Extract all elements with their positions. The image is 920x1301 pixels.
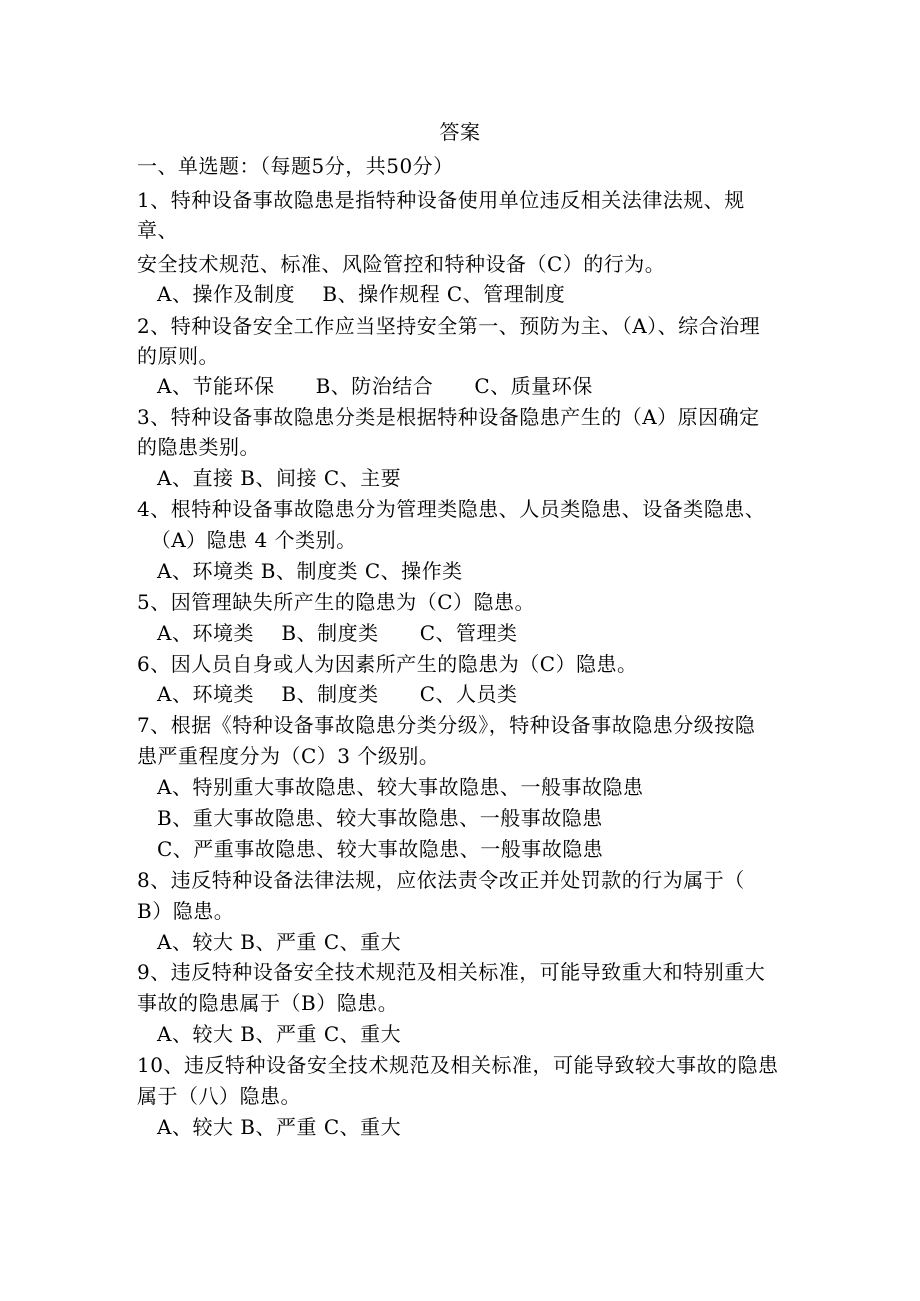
question-8-options: A、较大 B、严重 C、重大 xyxy=(157,930,402,954)
question-2-line-2: 的原则。 xyxy=(137,344,219,368)
question-7-option-c: C、严重事故隐患、较大事故隐患、一般事故隐患 xyxy=(157,837,604,861)
question-3-line-2: 的隐患类别。 xyxy=(137,435,260,459)
question-10-line-2: 属于（八）隐患。 xyxy=(137,1084,301,1108)
question-9-line-1: 9、违反特种设备安全技术规范及相关标准，可能导致重大和特别重大 xyxy=(137,960,766,984)
question-8-line-2: B）隐患。 xyxy=(137,899,235,923)
question-9-options: A、较大 B、严重 C、重大 xyxy=(157,1022,402,1046)
question-5-line-1: 5、因管理缺失所产生的隐患为（C）隐患。 xyxy=(137,590,536,614)
question-7-line-1: 7、根据《特种设备事故隐患分类分级》，特种设备事故隐患分级按隐 xyxy=(137,713,756,737)
section-heading: 一、单选题：（每题5分，共50分） xyxy=(137,154,454,178)
question-6-options: A、环境类 B、制度类 C、人员类 xyxy=(157,682,518,706)
question-7-option-a: A、特别重大事故隐患、较大事故隐患、一般事故隐患 xyxy=(157,775,644,799)
question-4-line-1: 4、根特种设备事故隐患分为管理类隐患、人员类隐患、设备类隐患、 xyxy=(137,497,766,521)
question-3-options: A、直接 B、间接 C、主要 xyxy=(157,466,402,490)
question-7-line-2: 患严重程度分为（C）3 个级别。 xyxy=(137,744,440,768)
question-4-line-2: （A）隐患 4 个类别。 xyxy=(137,528,357,552)
question-1-line-3: 安全技术规范、标准、风险管控和特种设备（C）的行为。 xyxy=(137,252,666,276)
question-1-line-2: 章、 xyxy=(137,218,178,242)
question-1-options: A、操作及制度 B、操作规程 C、管理制度 xyxy=(157,282,566,306)
question-8-line-1: 8、违反特种设备法律法规，应依法责令改正并处罚款的行为属于（ xyxy=(137,868,745,892)
page-title: 答案 xyxy=(439,120,481,144)
question-4-options: A、环境类 B、制度类 C、操作类 xyxy=(157,559,463,583)
question-1-line-1: 1、特种设备事故隐患是指特种设备使用单位违反相关法律法规、规 xyxy=(137,188,745,212)
question-10-options: A、较大 B、严重 C、重大 xyxy=(157,1115,402,1139)
question-3-line-1: 3、特种设备事故隐患分类是根据特种设备隐患产生的（A）原因确定 xyxy=(137,405,760,429)
question-7-option-b: B、重大事故隐患、较大事故隐患、一般事故隐患 xyxy=(157,806,603,830)
question-5-options: A、环境类 B、制度类 C、管理类 xyxy=(157,621,518,645)
question-2-line-1: 2、特种设备安全工作应当坚持安全第一、预防为主、（A）、综合治理 xyxy=(137,314,761,338)
question-6-line-1: 6、因人员自身或人为因素所产生的隐患为（C）隐患。 xyxy=(137,652,638,676)
question-10-line-1: 10、违反特种设备安全技术规范及相关标准，可能导致较大事故的隐患 xyxy=(137,1053,779,1077)
question-9-line-2: 事故的隐患属于（B）隐患。 xyxy=(137,991,399,1015)
question-2-options: A、节能环保 B、防治结合 C、质量环保 xyxy=(157,374,593,398)
